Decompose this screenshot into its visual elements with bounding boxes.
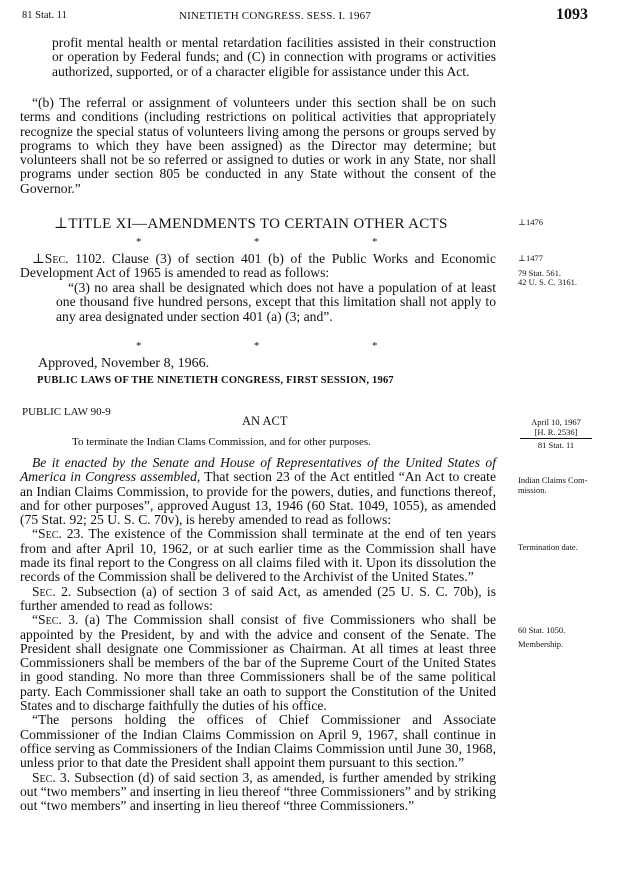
margin-stat-ref-1: 79 Stat. 561. [518, 268, 561, 278]
act-body [20, 456, 496, 813]
enactment-date: April 10, 1967 [531, 417, 581, 427]
running-header-stat: 81 Stat. 11 [22, 10, 67, 21]
margin-membership: Membership. [518, 639, 564, 649]
margin-stat-1050: 60 Stat. 1050. [518, 625, 566, 635]
margin-note-1477: ⊥1477 [518, 253, 543, 263]
sec-label: ⊥Sec. [32, 251, 69, 266]
margin-stat-ref-2: 42 U. S. C. 3161. [518, 277, 578, 287]
sec-2-paragraph: Sec. 2. Subsection (a) of section 3 of said Act, as amended (25 U. S. C. 70b), is further amended to read as follows: [20, 583, 496, 613]
public-law-number: PUBLIC LAW 90-9 [22, 406, 111, 418]
margin-termination: Termination date. [518, 542, 578, 552]
margin-note-1476: ⊥1476 [518, 217, 543, 227]
star: * [254, 340, 260, 352]
paragraph-b-block [20, 96, 496, 196]
enacting-clause: Be it enacted by the Senate and House of Representatives of the United States of America in Congress assembled, That section 23 of the Act entitled “An Act to create an Indian Claims Commission, to provide for the powers, duties, and functions thereof, and for other purposes”, approved August 13, 1946 (60 Stat. 1049, 1055), as amended (75 Stat. 92; 25 U. S. C. 70v), is hereby amended to read as follows: [20, 455, 496, 528]
paragraph-continuation: profit mental health or mental retardation facilities assisted in their construction or operation by Federal funds; and (C) in connection with programs or activities authorized, supported, or of a character eligible for assistance under this Act. [52, 35, 496, 79]
act-subtitle: To terminate the Indian Clams Commission, and for other purposes. [72, 436, 371, 448]
title-xi-heading: ⊥TITLE XI—AMENDMENTS TO CERTAIN OTHER ACTS [54, 216, 448, 232]
paragraph-b: “(b) The referral or assignment of volunteers under this section shall be on such terms and conditions (including restrictions on political activities that appropriately recognize the special status of volunteers living among the persons or groups served by programs to which they have been assigned) as the Director may determine; but volunteers shall not be so referred or assigned to duties or work in any State, nor shall programs under section 805 be conducted in any State without the consent of the Governor.” [20, 95, 496, 196]
public-laws-heading: PUBLIC LAWS OF THE NINETIETH CONGRESS, FIRST SESSION, 1967 [37, 375, 394, 386]
act-title: AN ACT [242, 414, 288, 428]
persons-paragraph: “The persons holding the offices of Chief Commissioner and Associate Commissioner of the Indian Claims Commission on April 9, 1967, shall continue in office serving as Commissioners of the Indian Claims Commission until June 30, 1968, unless prior to that date the President shall appoint them pursuant to this section.” [20, 712, 496, 771]
star: * [136, 236, 142, 248]
star: * [254, 236, 260, 248]
margin-indian-claims-2: mission. [518, 485, 547, 495]
top-block [52, 36, 496, 79]
page-number: 1093 [556, 6, 588, 23]
date-box-rule [520, 438, 592, 439]
stat-reference: 81 Stat. 11 [537, 440, 575, 450]
sec-23-paragraph: “Sec. 23. The existence of the Commission shall terminate at the end of ten years from and after April 10, 1962, or at such earlier time as the Commission shall have made its final report to the Congress on all claims filed with it. Upon its dissolution the records of the Commission shall be delivered to the Archivist of the United States.” [20, 526, 496, 585]
quoted-clause: “(3) no area shall be designated which does not have a population of at least one thousand five hundred persons, except that this limitation shall not apply to any area designated under section 401 (a) (3; and”. [56, 280, 496, 324]
quote-block [56, 281, 496, 324]
margin-indian-claims-1: Indian Claims Com- [518, 475, 588, 485]
running-header-title: NINETIETH CONGRESS. SESS. I. 1967 [179, 10, 372, 22]
sec-1102-block [20, 252, 496, 281]
sec-3a-paragraph: “Sec. 3. (a) The Commission shall consist of five Commissioners who shall be appointed by the President, by and with the advice and consent of the Senate. The President shall designate one Commissioner as Chairman. At all times at least three Commissioners shall be members of the bar of the Supreme Court of the United States in good standing. No more than three Commissioners shall be of the same political party. Each Commissioner shall take an oath to support the Constitution of the United States and to discharge faithfully the duties of his office. [20, 612, 496, 714]
star: * [372, 236, 378, 248]
bill-number: [H. R. 2536] [534, 426, 578, 437]
approval-line: Approved, November 8, 1966. [38, 356, 210, 371]
star: * [136, 340, 142, 352]
sec-1102-paragraph: ⊥Sec. 1102. Clause (3) of section 401 (b) of the Public Works and Economic Development Act of 1965 is amended to read as follows: [20, 251, 496, 281]
date-box [520, 418, 592, 451]
star: * [372, 340, 378, 352]
sec-3-paragraph: Sec. 3. Subsection (d) of said section 3, as amended, is further amended by striking out “two members” and inserting in lieu thereof “three Commissioners” and by striking out “two members” and inserting in lieu thereof “three Commissioners.” [20, 769, 496, 814]
